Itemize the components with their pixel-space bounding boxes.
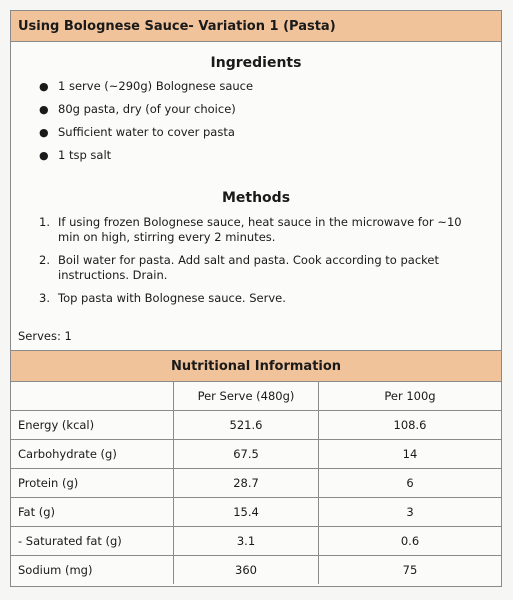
ingredient-item <box>11 79 501 94</box>
table-header-row <box>11 382 501 411</box>
column-header-per-serve: Per Serve (480g) <box>174 382 319 411</box>
ingredient-item <box>11 102 501 117</box>
table-row <box>11 411 501 440</box>
nutrition-table <box>11 382 501 584</box>
table-row <box>11 527 501 556</box>
step-number: 1. <box>39 215 50 229</box>
ingredient-text: 80g pasta, dry (of your choice) <box>58 102 236 116</box>
per-100g-value: 0.6 <box>319 527 502 556</box>
table-row <box>11 440 501 469</box>
step-text: If using frozen Bolognese sauce, heat sauce in the microwave for ~10 min on high, stirring every 2 minutes. <box>58 215 462 244</box>
ingredients-list <box>11 79 501 163</box>
ingredients-heading: Ingredients <box>210 55 302 71</box>
recipe-title: Using Bolognese Sauce- Variation 1 (Pasta) <box>11 11 501 42</box>
bullet-icon: ● <box>39 80 49 93</box>
per-serve-value: 521.6 <box>174 411 319 440</box>
per-100g-value: 6 <box>319 469 502 498</box>
table-row <box>11 469 501 498</box>
nutrient-label: Protein (g) <box>11 469 174 498</box>
nutrition-section <box>11 350 501 584</box>
bullet-icon: ● <box>39 126 49 139</box>
recipe-card <box>10 10 502 587</box>
per-100g-value: 3 <box>319 498 502 527</box>
step-number: 2. <box>39 253 50 267</box>
method-step <box>11 215 501 245</box>
ingredient-text: Sufficient water to cover pasta <box>58 125 235 139</box>
step-text: Top pasta with Bolognese sauce. Serve. <box>58 291 286 305</box>
nutrient-label: Sodium (mg) <box>11 556 174 585</box>
nutrition-heading: Nutritional Information <box>11 350 501 382</box>
per-100g-value: 108.6 <box>319 411 502 440</box>
methods-list <box>11 215 501 306</box>
per-serve-value: 28.7 <box>174 469 319 498</box>
step-number: 3. <box>39 291 50 305</box>
ingredient-text: 1 serve (~290g) Bolognese sauce <box>58 79 254 93</box>
column-header-per-100g: Per 100g <box>319 382 502 411</box>
step-text: Boil water for pasta. Add salt and pasta. Cook according to packet instructions. Drain. <box>58 253 439 282</box>
per-serve-value: 15.4 <box>174 498 319 527</box>
per-serve-value: 360 <box>174 556 319 585</box>
bullet-icon: ● <box>39 103 49 116</box>
per-serve-value: 3.1 <box>174 527 319 556</box>
nutrient-label: Carbohydrate (g) <box>11 440 174 469</box>
per-100g-value: 75 <box>319 556 502 585</box>
method-step <box>11 253 501 283</box>
methods-heading: Methods <box>221 190 291 206</box>
nutrient-label: - Saturated fat (g) <box>11 527 174 556</box>
per-serve-value: 67.5 <box>174 440 319 469</box>
nutrient-label: Energy (kcal) <box>11 411 174 440</box>
column-header-nutrient <box>11 382 174 411</box>
table-row <box>11 498 501 527</box>
nutrient-label: Fat (g) <box>11 498 174 527</box>
serves-count: Serves: 1 <box>18 329 72 343</box>
ingredient-item <box>11 125 501 140</box>
ingredient-item <box>11 148 501 163</box>
bullet-icon: ● <box>39 149 49 162</box>
per-100g-value: 14 <box>319 440 502 469</box>
method-step <box>11 291 501 306</box>
ingredient-text: 1 tsp salt <box>58 148 112 162</box>
table-row <box>11 556 501 585</box>
